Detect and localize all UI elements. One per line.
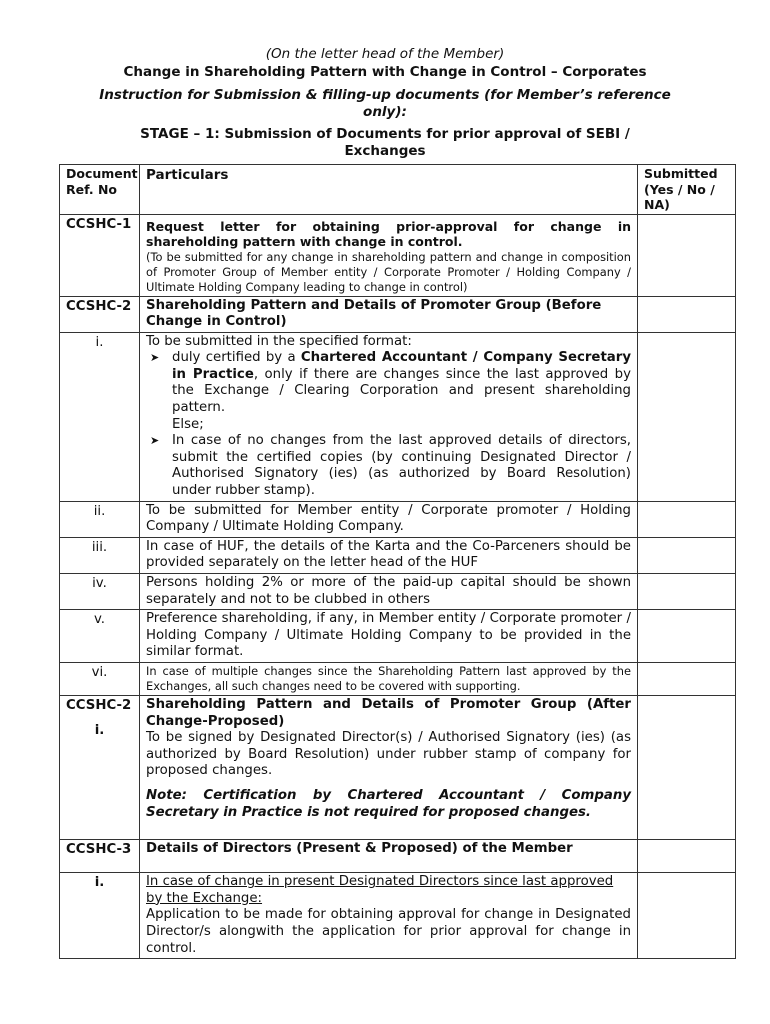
table-row: [60, 296, 736, 332]
row-title: Shareholding Pattern and Details of Promoter Group (After Change-Proposed): [146, 696, 631, 729]
bullet-list: [146, 350, 631, 416]
submitted-cell[interactable]: [638, 501, 736, 537]
row-ref: CCSHC-1: [60, 214, 140, 296]
table-row: [60, 662, 736, 695]
col-header-ref: Document Ref. No: [60, 165, 140, 215]
row-particulars: [140, 214, 638, 296]
item-number: iii.: [60, 537, 140, 573]
row-title: Request letter for obtaining prior-approval for change in shareholding pattern with change in control.: [146, 218, 631, 249]
submitted-cell[interactable]: [638, 610, 736, 663]
item-subheading: In case of change in present Designated Directors since last approved by the Exchange:: [146, 874, 614, 906]
stage-heading: STAGE – 1: Submission of Documents for prior approval of SEBI / Exchanges: [140, 126, 630, 159]
submitted-cell[interactable]: [638, 695, 736, 839]
submitted-cell[interactable]: [638, 296, 736, 332]
item-number: vi.: [60, 662, 140, 695]
document-title: Change in Shareholding Pattern with Change in Control – Corporates: [123, 64, 647, 80]
row-ref: CCSHC-3: [60, 840, 140, 873]
arrow-right-icon: ➤: [150, 351, 160, 365]
submitted-cell[interactable]: [638, 840, 736, 873]
item-text: To be submitted for Member entity / Corporate promoter / Holding Company / Ultimate Holding Company.: [140, 501, 638, 537]
arrow-right-icon: ➤: [150, 434, 160, 448]
row-title: Details of Directors (Present & Proposed) of the Member: [140, 840, 638, 873]
item-text: In case of HUF, the details of the Karta and the Co-Parceners should be provided separately on the letter head of the HUF: [140, 537, 638, 573]
table-row: [60, 695, 736, 839]
item-text: Application to be made for obtaining approval for change in Designated Director/s alongwith the application for prior approval for change in control.: [146, 907, 631, 956]
list-item: [150, 350, 631, 416]
item-text: To be signed by Designated Director(s) / Authorised Signatory (ies) (as authorized by Board Resolution) under rubber stamp of company for proposed changes.: [146, 730, 631, 779]
item-text-bold: Chartered Accountant / Company Secretary in Practice: [172, 350, 631, 382]
item-text: In case of no changes from the last approved details of directors, submit the certified copies (by continuing Designated Director / Authorised Signatory (ies) (as authorized by Board Resolution) under rubber stamp).: [172, 433, 631, 499]
item-number: i.: [94, 722, 105, 738]
documents-table: [59, 164, 736, 959]
table-row: [60, 610, 736, 663]
submitted-cell[interactable]: [638, 574, 736, 610]
item-number: ii.: [60, 501, 140, 537]
letterhead-note: (On the letter head of the Member): [265, 46, 505, 62]
table-row: [60, 332, 736, 501]
submitted-cell[interactable]: [638, 873, 736, 959]
item-text: Preference shareholding, if any, in Member entity / Corporate promoter / Holding Company / Ultimate Holding Company to be provided in the similar format.: [140, 610, 638, 663]
item-text: duly certified by a: [172, 350, 301, 366]
table-row: [60, 214, 736, 296]
row-particulars: [140, 332, 638, 501]
instruction-heading: Instruction for Submission & filling-up documents (for Member’s reference only):: [99, 87, 671, 120]
row-ref: CCSHC-2: [60, 296, 140, 332]
table-row: [60, 537, 736, 573]
row-title: Shareholding Pattern and Details of Promoter Group (Before Change in Control): [140, 296, 638, 332]
table-row: [60, 840, 736, 873]
item-text: In case of multiple changes since the Shareholding Pattern last approved by the Exchanges, all such changes need to be covered with supporting.: [140, 662, 638, 695]
row-note: (To be submitted for any change in shareholding pattern and change in composition of Promoter Group of Member entity / Corporate Promoter / Holding Company / Ultimate Holding Company leading to change in control): [146, 249, 631, 294]
submitted-cell[interactable]: [638, 537, 736, 573]
item-number: v.: [60, 610, 140, 663]
row-particulars: [140, 873, 638, 959]
col-header-particulars: Particulars: [140, 165, 638, 215]
submitted-cell[interactable]: [638, 214, 736, 296]
row-ref: [60, 695, 140, 839]
item-text: Persons holding 2% or more of the paid-up capital should be shown separately and not to be clubbed in others: [140, 574, 638, 610]
table-header-row: [60, 165, 736, 215]
item-number: iv.: [60, 574, 140, 610]
row-ref-text: CCSHC-2: [66, 697, 132, 713]
bullet-list: [146, 433, 631, 499]
col-header-submitted: Submitted (Yes / No / NA): [638, 165, 736, 215]
item-number: i.: [60, 332, 140, 501]
row-particulars: [140, 695, 638, 839]
table-row: [60, 574, 736, 610]
item-text: , only if there are changes since the last approved by the Exchange / Clearing Corporation and present shareholding pattern.: [172, 366, 631, 416]
list-item: [150, 433, 631, 499]
row-note: Note: Certification by Chartered Accountant / Company Secretary in Practice is not required for proposed changes.: [146, 787, 631, 820]
table-row: [60, 501, 736, 537]
item-else: Else;: [172, 416, 204, 432]
item-lead: To be submitted in the specified format:: [146, 333, 412, 349]
item-number: i.: [60, 873, 140, 959]
submitted-cell[interactable]: [638, 332, 736, 501]
table-row: [60, 873, 736, 959]
submitted-cell[interactable]: [638, 662, 736, 695]
